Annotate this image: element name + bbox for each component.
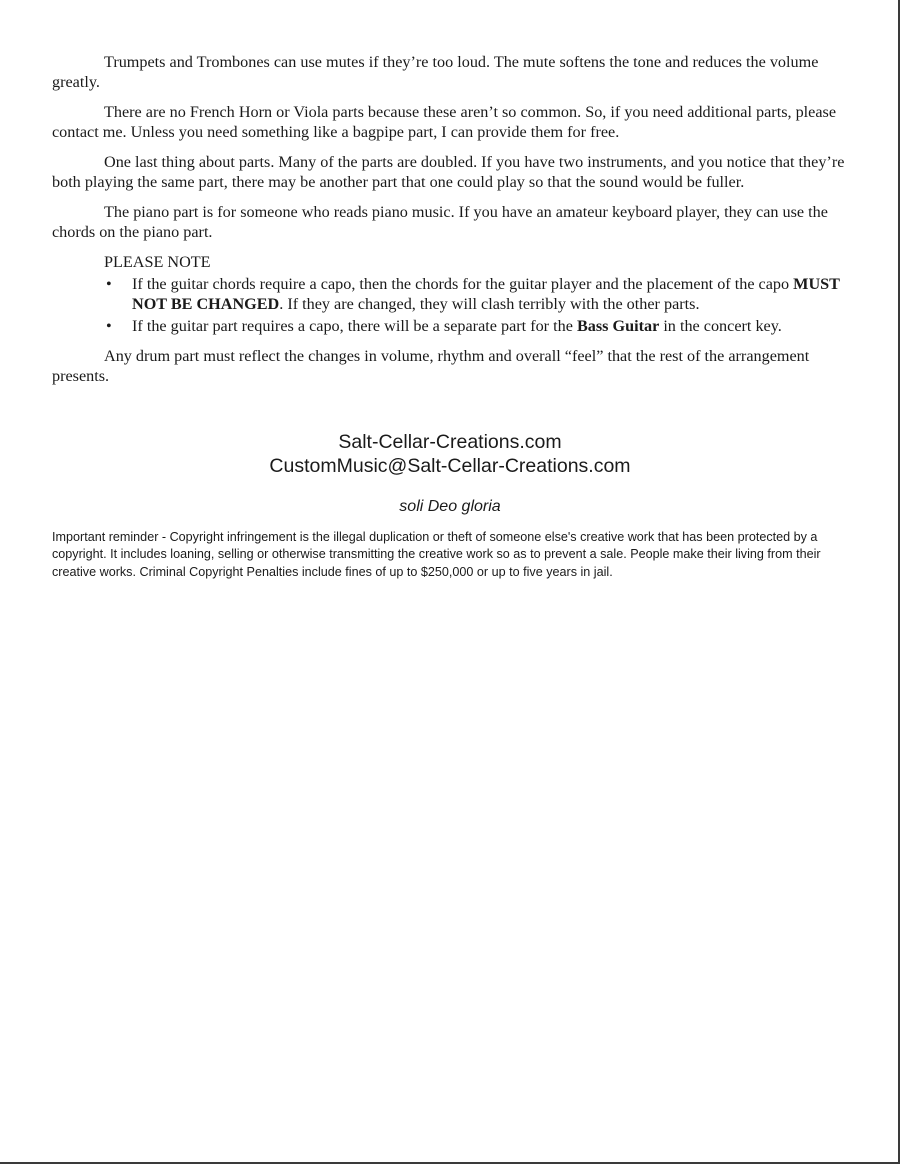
- email-link[interactable]: CustomMusic@Salt-Cellar-Creations.com: [269, 455, 631, 477]
- paragraph-doubled-parts: One last thing about parts. Many of the parts are doubled. If you have two instruments, and you notice that they’re both playing the same part, there may be another part that one could play so that the sound would be fuller.: [52, 153, 845, 191]
- paragraph-no-horn-viola: There are no French Horn or Viola parts because these aren’t so common. So, if you need additional parts, please contact me. Unless you need something like a bagpipe part, I can provide them for free.: [52, 103, 837, 141]
- note-item-text: . If they are changed, they will clash terribly with the other parts.: [279, 295, 700, 313]
- note-item-text: If the guitar chords require a capo, then the chords for the guitar player and the placement of the capo: [132, 275, 794, 293]
- note-item-text: in the concert key.: [659, 317, 782, 335]
- instructions-body: [52, 52, 848, 396]
- note-list: [52, 274, 848, 336]
- note-item-bass-guitar: [132, 316, 848, 336]
- paragraph-piano: The piano part is for someone who reads piano music. If you have an amateur keyboard player, they can use the chords on the piano part.: [52, 203, 828, 241]
- note-item-capo-chords: [132, 274, 848, 314]
- motto: soli Deo gloria: [399, 498, 501, 515]
- note-item-emphasis: MUST NOT BE CHANGED: [132, 275, 840, 313]
- copyright-reminder: Important reminder - Copyright infringement is the illegal duplication or theft of someone else's creative work that has been protected by a copyright. It includes loaning, selling or otherwise transmitting the creative work so as to prevent a sale. People make their living from their creative works. Criminal Copyright Penalties include fines of up to $250,000 or up to five years in jail.: [52, 530, 821, 579]
- website-link[interactable]: Salt-Cellar-Creations.com: [338, 431, 562, 453]
- note-item-emphasis: Bass Guitar: [576, 317, 660, 335]
- please-note-heading: PLEASE NOTE: [104, 253, 211, 271]
- paragraph-mutes: Trumpets and Trombones can use mutes if they’re too loud. The mute softens the tone and reduces the volume greatly.: [52, 53, 819, 91]
- paragraph-drums: Any drum part must reflect the changes in volume, rhythm and overall “feel” that the rest of the arrangement presents.: [52, 347, 810, 385]
- note-item-text: If the guitar part requires a capo, there will be a separate part for the: [132, 317, 577, 335]
